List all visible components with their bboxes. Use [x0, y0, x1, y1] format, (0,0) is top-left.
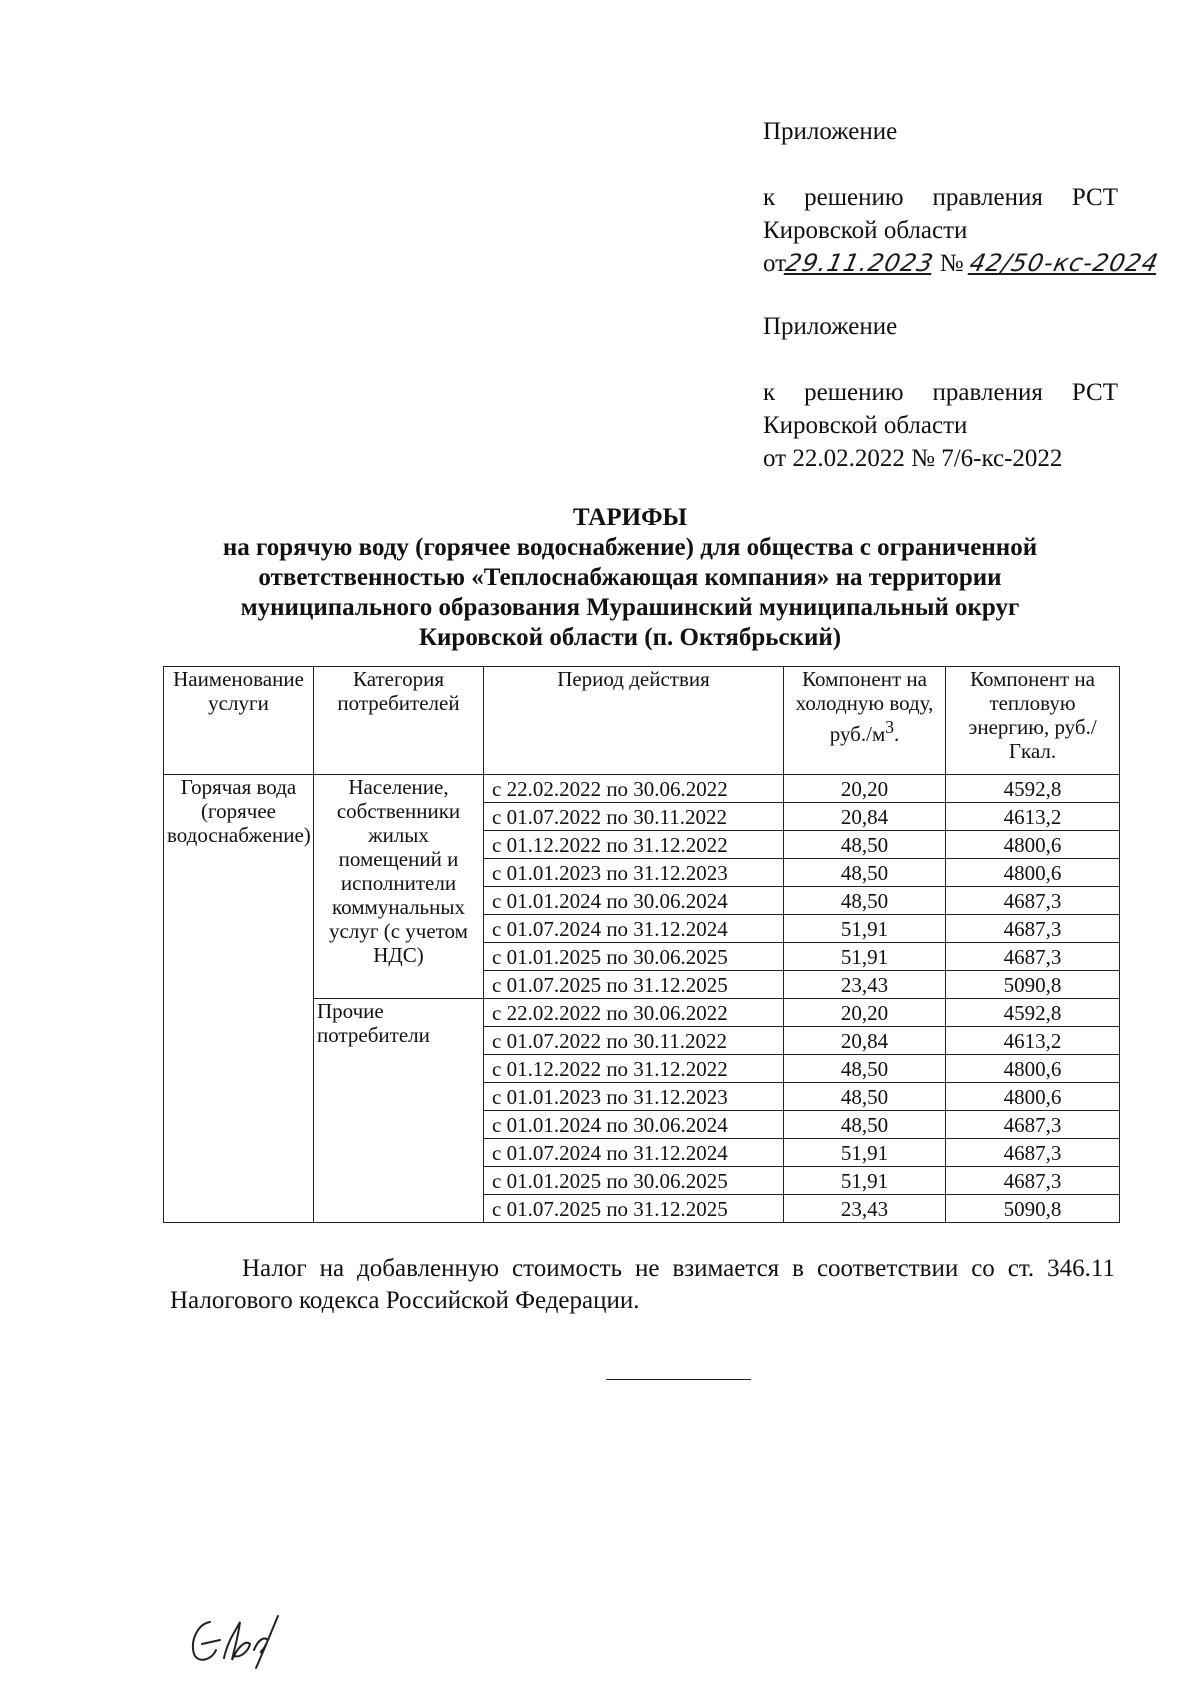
word: к: [763, 379, 776, 406]
heat-cell: 4687,3: [946, 1167, 1120, 1195]
appendix-current-line2: Кировской области: [763, 217, 968, 244]
heat-cell: 4592,8: [946, 999, 1120, 1027]
tariffs-table: [163, 666, 1120, 1223]
end-rule: [606, 1379, 751, 1380]
cold-water-cell: 23,43: [784, 1195, 946, 1223]
appendix-original-title: Приложение: [763, 313, 898, 340]
word: решению: [804, 379, 904, 406]
period-cell: с 01.07.2024 по 31.12.2024: [484, 915, 784, 943]
heat-cell: 4687,3: [946, 887, 1120, 915]
period-cell: с 01.01.2023 по 31.12.2023: [484, 1083, 784, 1111]
cold-water-cell: 51,91: [784, 1139, 946, 1167]
title-line: Кировской области (п. Октябрьский): [418, 624, 842, 651]
heat-cell: 5090,8: [946, 971, 1120, 999]
period-cell: с 22.02.2022 по 30.06.2022: [484, 775, 784, 803]
title-line: ответственностью «Теплоснабжающая компания» на территории: [258, 564, 1002, 591]
period-cell: с 22.02.2022 по 30.06.2022: [484, 999, 784, 1027]
period-cell: с 01.01.2025 по 30.06.2025: [484, 943, 784, 971]
table-body: [164, 775, 1120, 1223]
cold-water-cell: 48,50: [784, 831, 946, 859]
heat-cell: 4613,2: [946, 803, 1120, 831]
word: РСТ: [1071, 379, 1118, 406]
handwritten-date: 29.11.2023: [783, 249, 937, 277]
table-row: [164, 775, 1120, 803]
document-title: [150, 503, 1110, 653]
word: правления: [932, 184, 1043, 211]
period-cell: с 01.07.2022 по 30.11.2022: [484, 1027, 784, 1055]
cold-water-cell: 20,84: [784, 1027, 946, 1055]
period-cell: с 01.01.2024 по 30.06.2024: [484, 887, 784, 915]
heat-cell: 4613,2: [946, 1027, 1120, 1055]
cold-water-cell: 48,50: [784, 1055, 946, 1083]
category-cell: Прочие потребители: [314, 999, 484, 1223]
handwritten-signature-icon: [180, 1610, 290, 1670]
appendix-original-line1: [763, 376, 1118, 409]
cold-water-cell: 23,43: [784, 971, 946, 999]
header-cold-water-text: Компонент на холодную воду, руб./м: [795, 667, 934, 746]
cold-water-cell: 48,50: [784, 859, 946, 887]
word: к: [763, 184, 776, 211]
heat-cell: 4687,3: [946, 1139, 1120, 1167]
heat-cell: 4800,6: [946, 859, 1120, 887]
cold-water-cell: 48,50: [784, 887, 946, 915]
header-period: Период действия: [484, 667, 784, 775]
header-category: Категория потребителей: [314, 667, 484, 775]
vat-note: Налог на добавленную стоимость не взимается в соответствии со ст. 346.11 Налогового кодекса Российской Федерации.: [170, 1255, 1115, 1314]
cold-water-cell: 51,91: [784, 943, 946, 971]
appendix-current: [763, 115, 1162, 280]
title-heading: ТАРИФЫ: [572, 504, 688, 531]
period-cell: с 01.07.2025 по 31.12.2025: [484, 971, 784, 999]
period-cell: с 01.01.2025 по 30.06.2025: [484, 1167, 784, 1195]
word: РСТ: [1071, 184, 1118, 211]
word: решению: [804, 184, 904, 211]
title-line: муниципального образования Мурашинский муниципальный округ: [240, 594, 1020, 621]
header-service: Наименование услуги: [164, 667, 314, 775]
heat-cell: 4687,3: [946, 943, 1120, 971]
cold-water-cell: 48,50: [784, 1111, 946, 1139]
cold-water-cell: 51,91: [784, 1167, 946, 1195]
number-sign: №: [939, 250, 964, 277]
heat-cell: 4687,3: [946, 1111, 1120, 1139]
period-cell: с 01.01.2024 по 30.06.2024: [484, 1111, 784, 1139]
heat-cell: 4687,3: [946, 915, 1120, 943]
handwritten-number: 42/50-кс-2024: [967, 249, 1162, 277]
cold-water-cell: 20,20: [784, 999, 946, 1027]
period-cell: с 01.12.2022 по 31.12.2022: [484, 831, 784, 859]
appendix-original-line2: Кировской области: [763, 412, 968, 439]
heat-cell: 4592,8: [946, 775, 1120, 803]
appendix-current-line1: [763, 181, 1118, 214]
title-line: на горячую воду (горячее водоснабжение) для общества с ограниченной: [222, 534, 1038, 561]
header-cold-water: [784, 667, 946, 775]
word: правления: [932, 379, 1043, 406]
header-cold-water-sup: 3: [885, 717, 894, 737]
header-heat: Компонент на тепловую энергию, руб./Гкал.: [946, 667, 1120, 775]
heat-cell: 4800,6: [946, 831, 1120, 859]
period-cell: с 01.12.2022 по 31.12.2022: [484, 1055, 784, 1083]
appendix-current-line3: [763, 247, 1162, 280]
period-cell: с 01.07.2025 по 31.12.2025: [484, 1195, 784, 1223]
period-cell: с 01.01.2023 по 31.12.2023: [484, 859, 784, 887]
header-cold-water-end: .: [894, 722, 900, 746]
appendix-original: [763, 310, 1118, 475]
cold-water-cell: 51,91: [784, 915, 946, 943]
period-cell: с 01.07.2022 по 30.11.2022: [484, 803, 784, 831]
heat-cell: 5090,8: [946, 1195, 1120, 1223]
date-prefix: от: [763, 250, 787, 277]
table-header-row: [164, 667, 1120, 775]
category-cell: Население, собственники жилых помещений и исполнители коммунальных услуг (с учетом НДС): [314, 775, 484, 999]
heat-cell: 4800,6: [946, 1083, 1120, 1111]
period-cell: с 01.07.2024 по 31.12.2024: [484, 1139, 784, 1167]
appendix-current-title: Приложение: [763, 118, 898, 145]
heat-cell: 4800,6: [946, 1055, 1120, 1083]
cold-water-cell: 20,84: [784, 803, 946, 831]
cold-water-cell: 20,20: [784, 775, 946, 803]
cold-water-cell: 48,50: [784, 1083, 946, 1111]
appendix-original-line3: от 22.02.2022 № 7/6-кс-2022: [763, 445, 1063, 472]
service-cell: Горячая вода (горячее водоснабжение): [164, 775, 314, 1223]
